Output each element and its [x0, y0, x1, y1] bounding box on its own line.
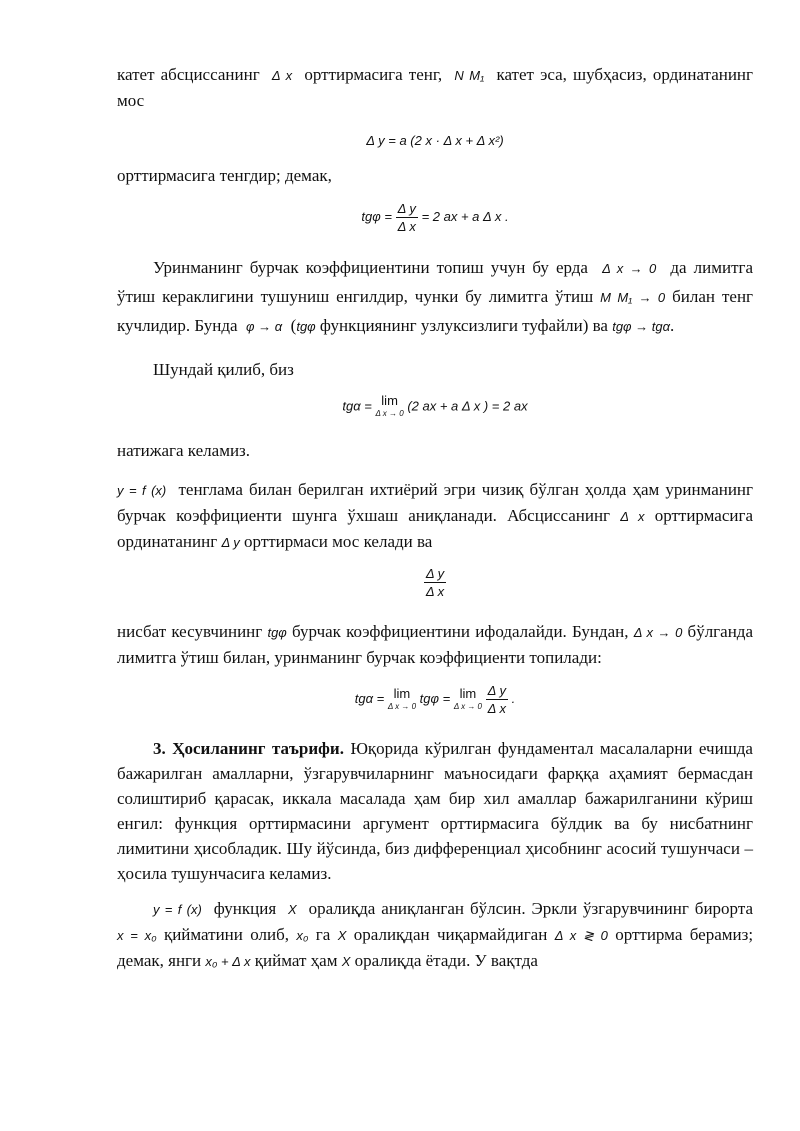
paragraph-6: [117, 477, 753, 555]
formula-inline: Δ x → 0: [633, 625, 683, 640]
text: катет абсциссанинг: [117, 65, 260, 84]
formula-inline: M M₁ → 0: [600, 290, 666, 305]
text: бўлганда лимитга ўтиш билан, уринманинг бурчак коэффициенти топилади:: [117, 622, 753, 667]
text: функциянинг узлуксизлиги туфайли) ва: [319, 316, 608, 335]
formula-inline: N M₁: [454, 68, 485, 83]
formula-inline: X: [288, 902, 297, 917]
text: оралиқда аниқланган бўлсин. Эркли ўзгарувчининг бирорта: [308, 899, 754, 918]
text: натижага келамиз.: [117, 441, 251, 460]
text: орттирмасига тенгдир; демак,: [117, 166, 332, 185]
document-page: [117, 62, 753, 974]
fraction-denominator: Δ x: [487, 701, 506, 716]
limit-word: lim: [393, 685, 411, 701]
limit-operator: [376, 394, 404, 420]
paragraph-4: [117, 357, 753, 382]
text: бурчак коэффициентини ифодалайди. Бундан,: [291, 622, 629, 641]
formula-end: .: [511, 690, 516, 706]
equation-4: [117, 565, 753, 609]
text: оралиқдан чиқармайдиган: [353, 925, 548, 944]
equation-2: [117, 200, 753, 244]
formula-inline: tgφ → tgα: [612, 319, 671, 334]
paragraph-9: [117, 896, 753, 974]
equation-5: [117, 682, 753, 726]
limit-operator: [454, 687, 482, 713]
formula-inline: Δ x → 0: [602, 261, 657, 276]
limit-operator: [388, 687, 416, 713]
fraction: [486, 682, 508, 717]
text: тенглама билан берилган ихтиёрий эгри чизиқ бўлган ҳолда ҳам уринманинг бурчак коэффициенти шунга ўхшаш аниқланади. Абсциссанинг: [117, 480, 754, 525]
text: орттирмасига ординатанинг: [117, 506, 754, 551]
formula-rhs: (2 ax + a Δ x ) = 2 ax: [407, 398, 528, 414]
formula-lhs: tgφ =: [361, 208, 392, 224]
text: .: [670, 316, 675, 335]
fraction-numerator: Δ y: [487, 683, 506, 698]
text: да лимитга ўтиш кераклигини тушуниш енгилдир, чунки бу лимитга ўтиш: [117, 258, 754, 306]
text: функция: [213, 899, 277, 918]
text: билан тенг кучлидир. Бунда: [117, 287, 754, 335]
formula-inline: y = f (x): [153, 902, 202, 917]
text: нисбат кесувчининг: [117, 622, 263, 641]
formula-inline: X: [341, 954, 351, 969]
text: га: [315, 925, 331, 944]
fraction: [396, 200, 418, 235]
fraction: [424, 565, 446, 600]
fraction-numerator: Δ y: [397, 201, 416, 216]
section-heading: 3. Ҳосиланинг таърифи.: [153, 739, 344, 758]
fraction-numerator: Δ y: [425, 566, 445, 581]
formula-inline: tgφ: [296, 319, 316, 334]
text: орттирмасига тенг,: [304, 65, 443, 84]
text: Уринманинг бурчак коэффициентини топиш учун бу ерда: [153, 258, 588, 277]
equation-3: [117, 394, 753, 428]
formula-inline: φ → α: [246, 319, 283, 334]
paragraph-1: [117, 62, 753, 113]
text: орттирмаси мос келади ва: [244, 532, 433, 551]
paragraph-5: [117, 438, 753, 463]
limit-word: lim: [459, 685, 477, 701]
formula-inline: x₀ + Δ x: [205, 954, 251, 969]
formula-inline: tgφ: [267, 625, 287, 640]
formula-inline: Δ x: [271, 68, 293, 83]
text: катет эса, шубҳасиз, ординатанинг мос: [117, 65, 753, 110]
formula-inline: X: [337, 928, 347, 943]
text: (: [290, 316, 297, 335]
formula-middle: tgφ =: [419, 690, 451, 706]
formula: Δ y = a (2 x · Δ x + Δ x²): [366, 133, 504, 148]
paragraph-3: [117, 254, 753, 341]
fraction-denominator: Δ x: [397, 219, 416, 234]
limit-word: lim: [381, 393, 398, 408]
fraction-denominator: Δ x: [425, 584, 445, 599]
limit-subscript: Δ x → 0: [387, 701, 417, 711]
text: оралиқда ётади. У вақтда: [354, 951, 538, 970]
equation-1: [117, 133, 753, 157]
formula-lhs: tgα =: [354, 690, 385, 706]
limit-subscript: Δ x → 0: [375, 409, 404, 418]
text: орттирма берамиз; демак, янги: [117, 925, 754, 970]
formula-inline: x = x₀: [117, 928, 157, 943]
paragraph-2: [117, 163, 753, 188]
formula-inline: Δ y: [221, 535, 240, 550]
formula-inline: Δ x: [620, 509, 645, 524]
text: қиймат ҳам: [254, 951, 338, 970]
formula-inline: x₀: [296, 928, 309, 943]
formula-lhs: tgα =: [342, 398, 372, 414]
formula-inline: Δ x ≷ 0: [554, 928, 608, 943]
formula-rhs: = 2 ax + a Δ x .: [421, 208, 509, 224]
text: Юқорида кўрилган фундаментал масалаларни ечишда бажарилган амалларни, ўзгарувчиларнинг маъносидаги фарққа аҳамият бермасдан солиштириб қарасак, иккала масалада ҳам бир хил амаллар бажарилганини кўриш енгил: функция орттирмасини аргумент орттирмасига бўлдик ва бу нисбатнинг лимитини ҳисобладик. Шу йўсинда, биз дифференциал ҳисобнинг асосий тушунчаси – ҳосила тушунчасига келамиз.: [117, 739, 753, 883]
section-3-paragraph: [117, 736, 753, 886]
paragraph-7: [117, 619, 753, 670]
text: қийматини олиб,: [163, 925, 290, 944]
text: Шундай қилиб, биз: [153, 360, 294, 379]
limit-subscript: Δ x → 0: [453, 701, 482, 711]
formula-inline: y = f (x): [117, 483, 167, 498]
